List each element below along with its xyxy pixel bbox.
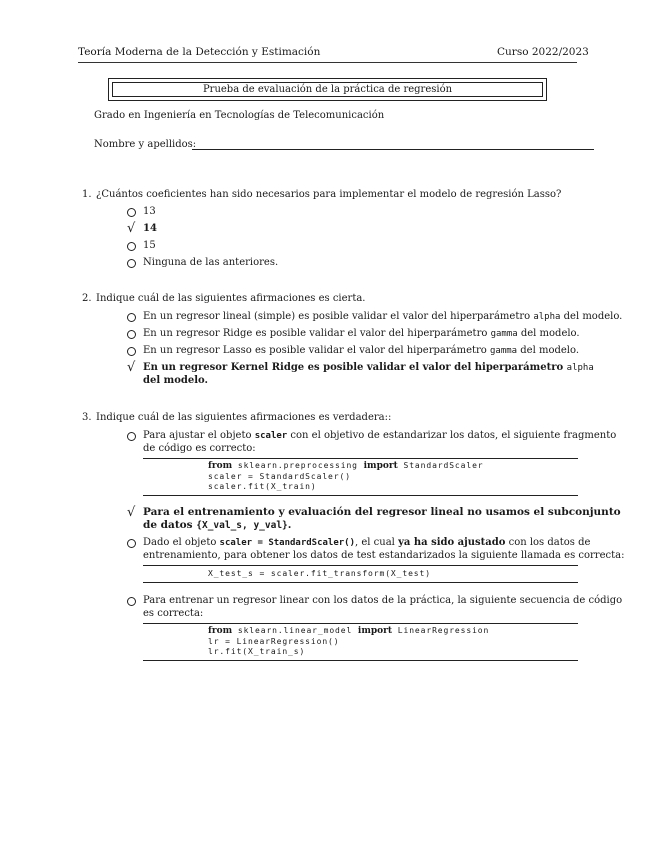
checkmark-icon: √ bbox=[127, 505, 136, 520]
code-line: lr = LinearRegression() bbox=[208, 637, 340, 646]
option-label: 15 bbox=[143, 240, 156, 251]
code-line: from sklearn.preprocessing import StandardScaler bbox=[208, 461, 484, 471]
checkmark-icon: √ bbox=[127, 360, 136, 375]
option-label-correct: Para el entrenamiento y evaluación del regresor lineal no usamos el subconjunto bbox=[143, 506, 621, 518]
course-title: Teoría Moderna de la Detección y Estimación bbox=[78, 46, 321, 58]
code-rule-top bbox=[143, 623, 578, 624]
radio-option[interactable] bbox=[127, 313, 136, 322]
exam-title: Prueba de evaluación de la práctica de regresión bbox=[202, 84, 453, 95]
degree-text: Grado en Ingeniería en Tecnologías de Telecomunicación bbox=[94, 110, 385, 121]
radio-option[interactable] bbox=[127, 597, 136, 606]
code-line: X_test_s = scaler.fit_transform(X_test) bbox=[208, 569, 431, 578]
option-label: Para ajustar el objeto scaler con el objetivo de estandarizar los datos, el siguiente fragmento bbox=[143, 430, 617, 441]
option-label: Para entrenar un regresor linear con los datos de la práctica, la siguiente secuencia de código bbox=[143, 595, 623, 606]
code-rule-top bbox=[143, 565, 578, 566]
header-rule bbox=[78, 62, 577, 63]
code-rule-top bbox=[143, 458, 578, 459]
option-label-line2: entrenamiento, para obtener los datos de test estandarizados la siguiente llamada es correcta: bbox=[143, 550, 625, 561]
checkmark-icon: √ bbox=[127, 221, 136, 236]
option-label-correct: En un regresor Kernel Ridge es posible validar el valor del hiperparámetro alpha bbox=[143, 362, 594, 373]
radio-option[interactable] bbox=[127, 259, 136, 268]
radio-option[interactable] bbox=[127, 208, 136, 217]
option-label: Dado el objeto scaler = StandardScaler(), el cual ya ha sido ajustado con los datos de bbox=[143, 537, 591, 548]
question-text: Indique cuál de las siguientes afirmaciones es cierta. bbox=[96, 293, 366, 304]
option-label-line2: de código es correcto: bbox=[143, 443, 256, 454]
question-number: 2. bbox=[82, 293, 92, 304]
option-label: En un regresor Lasso es posible validar el valor del hiperparámetro gamma del modelo. bbox=[143, 345, 580, 356]
option-label-line2: es correcta: bbox=[143, 608, 204, 619]
code-rule-bottom bbox=[143, 582, 578, 583]
option-label: 13 bbox=[143, 206, 156, 217]
radio-option[interactable] bbox=[127, 432, 136, 441]
code-line: scaler.fit(X_train) bbox=[208, 482, 317, 491]
code-rule-bottom bbox=[143, 495, 578, 496]
question-text: ¿Cuántos coeficientes han sido necesarios para implementar el modelo de regresión Lasso? bbox=[96, 189, 562, 200]
radio-option[interactable] bbox=[127, 242, 136, 251]
option-label: En un regresor Ridge es posible validar el valor del hiperparámetro gamma del modelo. bbox=[143, 328, 580, 339]
question-number: 1. bbox=[82, 189, 92, 200]
name-label: Nombre y apellidos: bbox=[94, 139, 197, 150]
radio-option[interactable] bbox=[127, 539, 136, 548]
code-rule-bottom bbox=[143, 660, 578, 661]
option-label: Ninguna de las anteriores. bbox=[143, 257, 279, 268]
question-number: 3. bbox=[82, 412, 92, 423]
radio-option[interactable] bbox=[127, 330, 136, 339]
title-box bbox=[108, 78, 547, 101]
code-line: lr.fit(X_train_s) bbox=[208, 647, 306, 656]
code-line: from sklearn.linear_model import LinearRegression bbox=[208, 626, 490, 636]
option-label-correct: 14 bbox=[143, 223, 157, 234]
code-line: scaler = StandardScaler() bbox=[208, 472, 351, 481]
option-label-correct-line2: del modelo. bbox=[143, 375, 209, 386]
question-text: Indique cuál de las siguientes afirmaciones es verdadera:: bbox=[96, 412, 392, 423]
option-label-correct-line2: de datos {X_val_s, y_val}. bbox=[143, 519, 292, 531]
name-field[interactable] bbox=[192, 149, 594, 150]
radio-option[interactable] bbox=[127, 347, 136, 356]
course-year: Curso 2022/2023 bbox=[497, 46, 589, 58]
option-label: En un regresor lineal (simple) es posible validar el valor del hiperparámetro alpha del modelo. bbox=[143, 311, 623, 322]
